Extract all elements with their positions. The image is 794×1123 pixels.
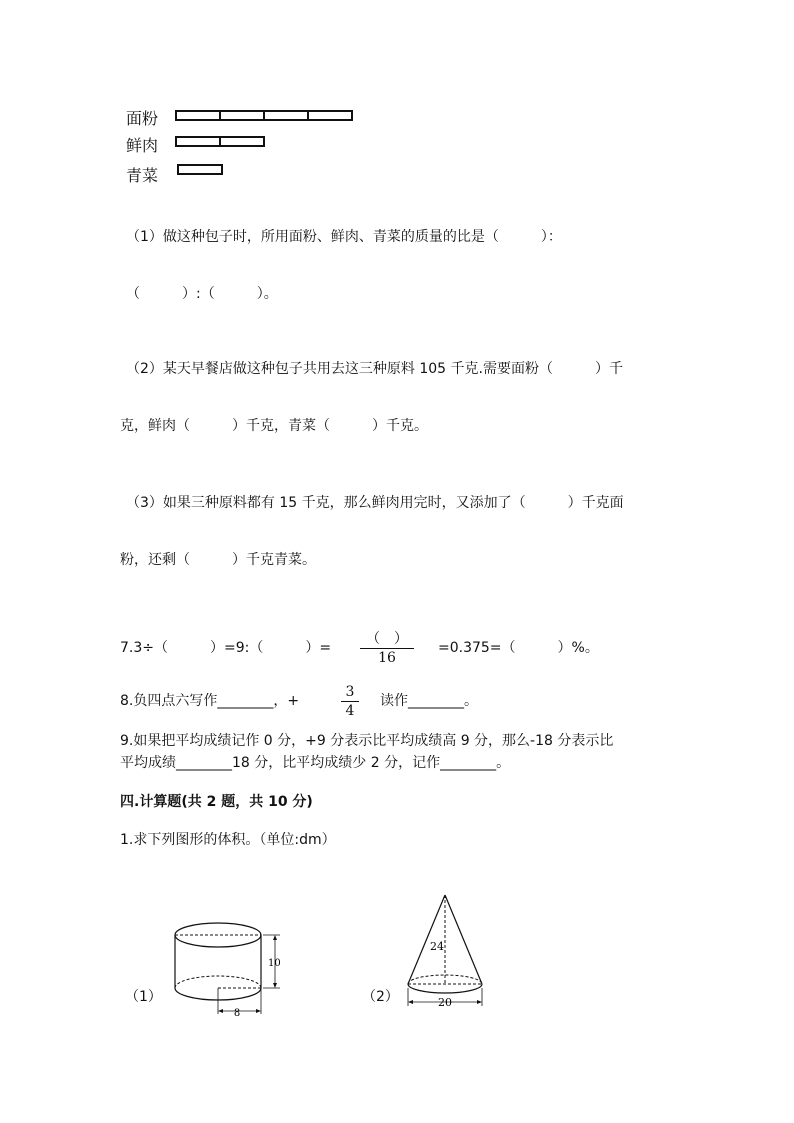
figure2-label: （2）: [362, 989, 399, 1005]
row-label-flour: 面粉: [126, 109, 159, 128]
q1-line1: （1）做这种包子时，所用面粉、鲜肉、青菜的质量的比是（ ）：: [126, 229, 562, 245]
cone-diameter-label: 20: [438, 996, 452, 1009]
q1-line2: （ ）:（ ）。: [126, 286, 278, 302]
figure1-label: （1）: [125, 989, 162, 1005]
cylinder-radius-label: 8: [233, 1008, 241, 1019]
q2-line2: 克，鲜肉（ ）千克，青菜（ ）千克。: [120, 418, 428, 434]
cylinder-figure: [165, 912, 290, 1022]
cone-height-label: 24: [430, 940, 444, 953]
calc1-question: 1.求下列图形的体积。（单位:dm）: [120, 832, 336, 848]
q9-line2: 平均成绩________18 分，比平均成绩少 2 分，记作________。: [120, 755, 511, 771]
q9-line1: 9.如果把平均成绩记作 0 分，+9 分表示比平均成绩高 9 分，那么-18 分表示比: [120, 733, 614, 749]
q8-numerator: 3: [345, 684, 355, 700]
q8-part1: 8.负四点六写作________，+: [120, 693, 300, 709]
row-label-vegetable: 青菜: [126, 166, 159, 185]
unit-cell: [219, 110, 265, 121]
q3-line1: （3）如果三种原料都有 15 千克，那么鲜肉用完时，又添加了（ ）千克面: [126, 495, 624, 511]
q8-fraction: [341, 683, 359, 720]
vegetable-bar: [177, 164, 223, 175]
q7-fraction: [360, 630, 414, 667]
unit-cell: [175, 110, 221, 121]
q3-line2: 粉，还剩（ ）千克青菜。: [120, 552, 316, 568]
unit-cell: [177, 164, 223, 175]
q7-part2: =0.375=（ ）%。: [438, 640, 599, 656]
cylinder-height-label: 10: [268, 958, 281, 969]
q7-part1: 7.3÷（ ）=9:（ ）=: [120, 640, 332, 656]
flour-bar: [175, 110, 353, 121]
unit-cell: [219, 136, 265, 147]
cone-figure: [400, 888, 495, 1013]
unit-cell: [307, 110, 353, 121]
q2-line1: （2）某天早餐店做这种包子共用去这三种原料 105 千克.需要面粉（ ）千: [126, 361, 623, 377]
q8-denominator: 4: [345, 703, 355, 719]
meat-bar: [175, 136, 265, 147]
row-label-meat: 鲜肉: [126, 136, 159, 155]
unit-cell: [263, 110, 309, 121]
unit-cell: [175, 136, 221, 147]
q7-numerator: （ ）: [366, 631, 408, 647]
q8-part2: 读作________。: [380, 693, 478, 709]
q7-denominator: 16: [378, 650, 396, 666]
section-title: 四.计算题(共 2 题，共 10 分): [120, 794, 313, 810]
